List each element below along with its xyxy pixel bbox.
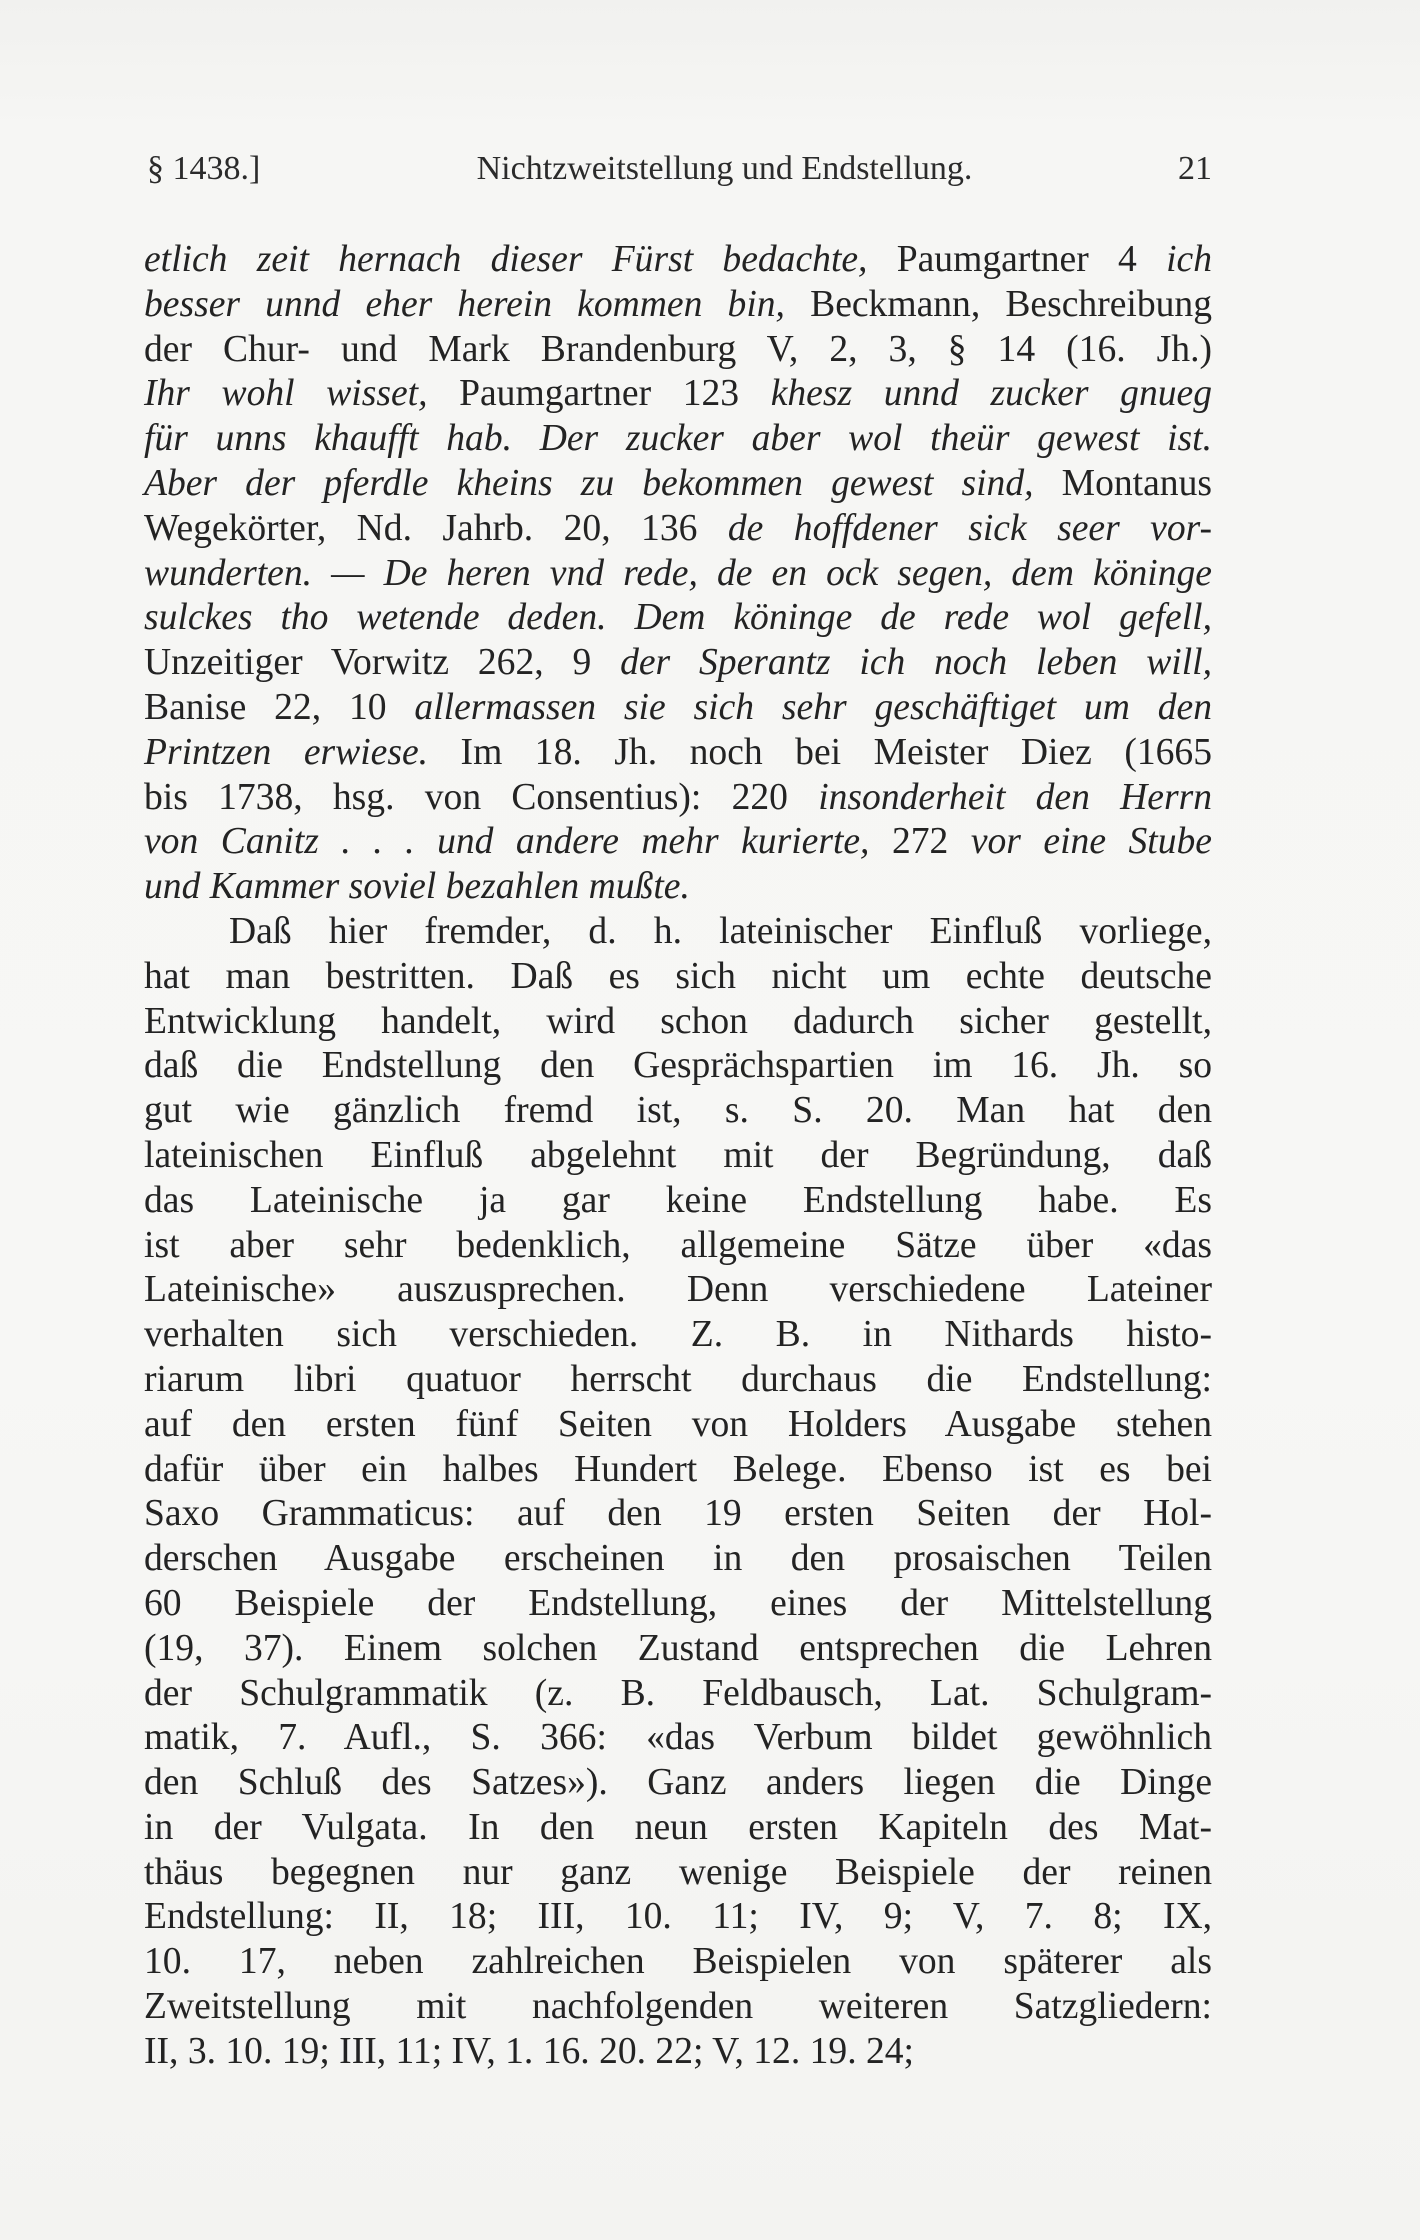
text-run: (19, 37). Einem solchen Zustand entsprechen die Lehren bbox=[144, 1627, 1212, 1669]
text-line bbox=[144, 372, 1212, 417]
text-line bbox=[144, 910, 1212, 955]
text-run: Daß hier fremder, d. h. lateinischer Einfluß vorliege, bbox=[229, 910, 1212, 952]
text-run: gut wie gänzlich fremd ist, s. S. 20. Man hat den bbox=[144, 1090, 1212, 1132]
section-number: § 1438.] bbox=[147, 150, 261, 187]
text-line bbox=[144, 238, 1212, 283]
italic-quote: der Sperantz ich noch leben will, bbox=[620, 642, 1212, 684]
text-line bbox=[144, 955, 1212, 1000]
text-run: der Chur- und Mark Brandenburg V, 2, 3, § 14 (16. Jh.) bbox=[144, 328, 1212, 370]
text-line bbox=[144, 1851, 1212, 1896]
text-run: Unzeitiger Vorwitz 262, 9 bbox=[144, 642, 621, 684]
text-line bbox=[144, 1044, 1212, 1089]
text-run: Entwicklung handelt, wird schon dadurch sicher gestellt, bbox=[144, 1000, 1212, 1042]
text-line bbox=[144, 776, 1212, 821]
text-run: matik, 7. Aufl., S. 366: «das Verbum bildet gewöhnlich bbox=[144, 1717, 1212, 1759]
running-title: Nichtzweitstellung und Endstellung. bbox=[476, 150, 973, 187]
italic-quote: besser unnd eher herein kommen bin, bbox=[144, 283, 785, 325]
text-run: thäus begegnen nur ganz wenige Beispiele der reinen bbox=[144, 1851, 1212, 1893]
italic-quote: de hoffdener sick seer vor- bbox=[727, 507, 1212, 549]
text-line bbox=[144, 1627, 1212, 1672]
text-run: Wegekörter, Nd. Jahrb. 20, 136 bbox=[144, 507, 728, 549]
text-line bbox=[144, 1403, 1212, 1448]
page-number: 21 bbox=[1178, 150, 1212, 187]
text-run: Paumgartner 123 bbox=[427, 373, 771, 415]
text-line bbox=[144, 1492, 1212, 1537]
text-line bbox=[144, 1895, 1212, 1940]
italic-quote: ich bbox=[1166, 239, 1212, 280]
text-run: 272 bbox=[869, 821, 971, 863]
text-line bbox=[144, 462, 1212, 507]
text-run: riarum libri quatuor herrscht durchaus die Endstellung: bbox=[144, 1358, 1212, 1400]
italic-quote: wunderten. — De heren vnd rede, de en ock segen, dem köninge bbox=[144, 552, 1212, 594]
text-line bbox=[144, 1582, 1212, 1627]
text-line bbox=[144, 731, 1212, 776]
text-run: dafür über ein halbes Hundert Belege. Ebenso ist es bei bbox=[144, 1448, 1212, 1490]
text-run: 10. 17, neben zahlreichen Beispielen von späterer als bbox=[144, 1941, 1212, 1983]
text-line bbox=[144, 1000, 1212, 1045]
text-line bbox=[144, 865, 1212, 910]
text-line bbox=[144, 1268, 1212, 1313]
text-line bbox=[144, 283, 1212, 328]
text-run: das Lateinische ja gar keine Endstellung habe. Es bbox=[144, 1179, 1212, 1221]
italic-quote: vor eine Stube bbox=[970, 821, 1212, 863]
italic-quote: für unns khaufft hab. Der zucker aber wol theür gewest ist. bbox=[144, 418, 1212, 460]
text-line bbox=[144, 1985, 1212, 2030]
text-line bbox=[144, 1940, 1212, 1985]
text-run: auf den ersten fünf Seiten von Holders Ausgabe stehen bbox=[144, 1403, 1212, 1445]
text-line bbox=[144, 1224, 1212, 1269]
text-run: Im 18. Jh. noch bei Meister Diez (1665 bbox=[428, 731, 1213, 773]
text-run: in der Vulgata. In den neun ersten Kapiteln des Mat- bbox=[144, 1806, 1212, 1848]
text-line bbox=[144, 641, 1212, 686]
text-line bbox=[144, 2030, 1212, 2075]
text-line bbox=[144, 686, 1212, 731]
italic-quote: insonderheit den Herrn bbox=[818, 776, 1212, 818]
text-line bbox=[144, 1179, 1212, 1224]
text-line bbox=[144, 328, 1212, 373]
text-run: derschen Ausgabe erscheinen in den prosaischen Teilen bbox=[144, 1538, 1212, 1580]
text-line bbox=[144, 1806, 1212, 1851]
text-run: daß die Endstellung den Gesprächspartien im 16. Jh. so bbox=[144, 1045, 1212, 1087]
italic-quote: von Canitz . . . und andere mehr kurierte, bbox=[144, 821, 870, 863]
text-line bbox=[144, 820, 1212, 865]
text-run: Saxo Grammaticus: auf den 19 ersten Seiten der Hol- bbox=[144, 1493, 1212, 1535]
text-line bbox=[144, 1716, 1212, 1761]
text-line bbox=[144, 1672, 1212, 1717]
text-line bbox=[144, 552, 1212, 597]
text-run: ist aber sehr bedenklich, allgemeine Sätze über «das bbox=[144, 1224, 1212, 1266]
italic-quote: Printzen erwiese. bbox=[144, 731, 429, 773]
italic-quote: khesz unnd zucker gnueg bbox=[770, 373, 1212, 415]
text-line bbox=[144, 1358, 1212, 1403]
text-run: bis 1738, hsg. von Consentius): 220 bbox=[144, 776, 819, 818]
text-run: lateinischen Einfluß abgelehnt mit der Begründung, daß bbox=[144, 1134, 1212, 1176]
text-run: Montanus bbox=[1033, 462, 1212, 504]
text-line bbox=[144, 417, 1212, 462]
text-run: Banise 22, 10 bbox=[144, 686, 415, 728]
text-run: Paumgartner 4 bbox=[867, 239, 1167, 280]
italic-quote: allermassen sie sich sehr geschäftiget um den bbox=[414, 686, 1212, 728]
text-line bbox=[144, 1313, 1212, 1358]
text-run: Lateinische» auszusprechen. Denn verschiedene Lateiner bbox=[144, 1269, 1212, 1311]
text-line bbox=[144, 1089, 1212, 1134]
italic-quote: Ihr wohl wisset, bbox=[144, 373, 428, 415]
text-run: Zweitstellung mit nachfolgenden weiteren Satzgliedern: bbox=[144, 1986, 1212, 2028]
italic-quote: sulckes tho wetende deden. Dem köninge de rede wol gefell, bbox=[144, 597, 1212, 639]
text-run: verhalten sich verschieden. Z. B. in Nithards histo- bbox=[144, 1314, 1212, 1356]
text-line bbox=[144, 1448, 1212, 1493]
text-run: 60 Beispiele der Endstellung, eines der Mittelstellung bbox=[144, 1582, 1212, 1624]
italic-quote: etlich zeit hernach dieser Fürst bedachte, bbox=[144, 239, 868, 280]
text-line bbox=[144, 507, 1212, 552]
text-run: den Schluß des Satzes»). Ganz anders liegen die Dinge bbox=[144, 1762, 1212, 1804]
text-line bbox=[144, 596, 1212, 641]
text-run: der Schulgrammatik (z. B. Feldbausch, Lat. Schulgram- bbox=[144, 1672, 1212, 1714]
text-line bbox=[144, 1537, 1212, 1582]
text-run: II, 3. 10. 19; III, 11; IV, 1. 16. 20. 22; V, 12. 19. 24; bbox=[144, 2030, 914, 2072]
text-line bbox=[144, 1134, 1212, 1179]
text-run: Endstellung: II, 18; III, 10. 11; IV, 9; V, 7. 8; IX, bbox=[144, 1896, 1212, 1938]
running-header bbox=[147, 150, 1212, 188]
italic-quote: und Kammer soviel bezahlen mußte. bbox=[144, 866, 690, 908]
italic-quote: Aber der pferdle kheins zu bekommen gewest sind, bbox=[144, 462, 1034, 504]
text-run: hat man bestritten. Daß es sich nicht um echte deutsche bbox=[144, 955, 1212, 997]
text-line bbox=[144, 1761, 1212, 1806]
body-text bbox=[144, 238, 1212, 2075]
text-run: Beckmann, Beschreibung bbox=[784, 283, 1212, 325]
